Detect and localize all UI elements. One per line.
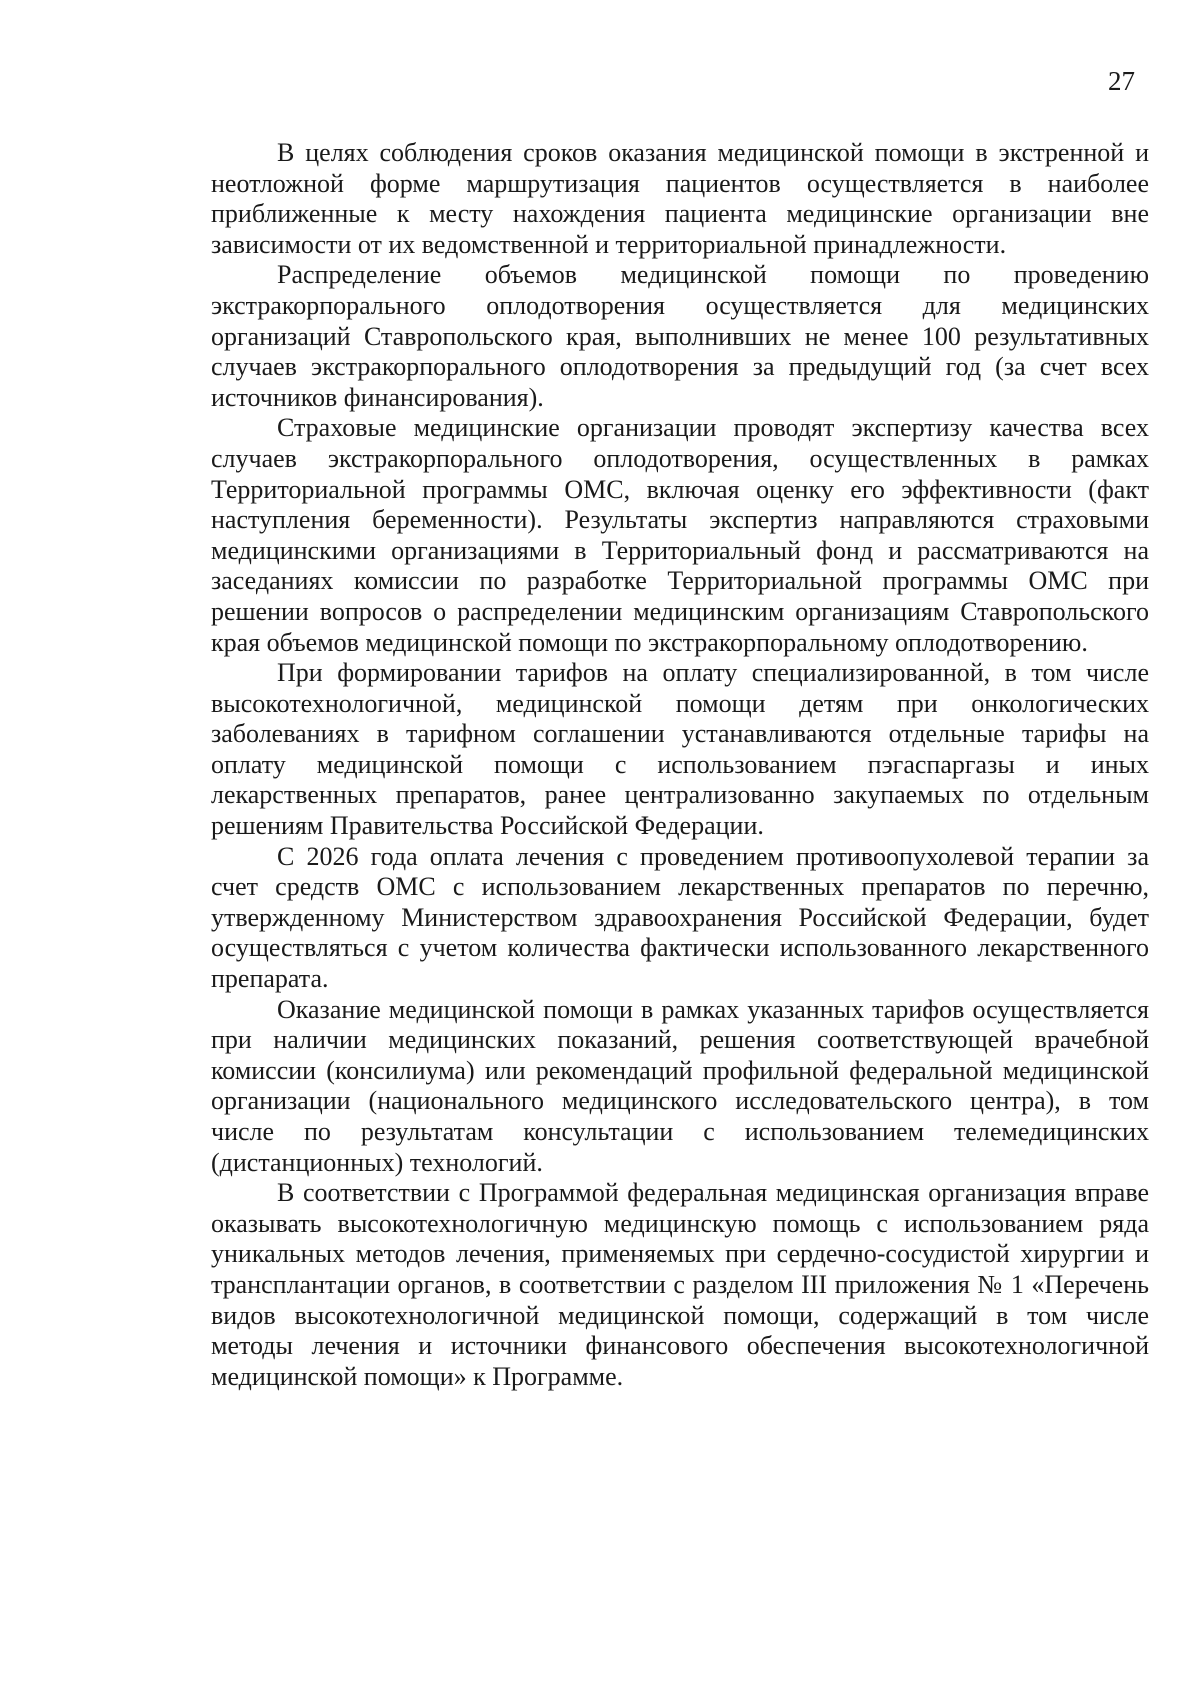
paragraph-tariffs-children-oncology: При формировании тарифов на оплату специализированной, в том числе высокотехнологичной, медицинской помощи детям при онкологических заболеваниях в тарифном соглашении устанавливаются отдельные тарифы на оплату медицинской помощи с использованием пэгаспаргазы и иных лекарственных препаратов, ранее централизованно закупаемых по отдельным решениям Правительства Российской Федерации.	[211, 658, 1149, 841]
paragraph-ivf-volumes: Распределение объемов медицинской помощи по проведению экстракорпорального оплодотворения осуществляется для медицинских организаций Ставропольского края, выполнивших не менее 100 результативных случаев экстракорпорального оплодотворения за предыдущий год (за счет всех источников финансирования).	[211, 260, 1149, 412]
paragraph-antitumor-therapy-2026: С 2026 года оплата лечения с проведением противоопухолевой терапии за счет средств ОМС с использованием лекарственных препаратов по перечню, утвержденному Министерством здравоохранения Российской Федерации, будет осуществляться с учетом количества фактически использованного лекарственного препарата.	[211, 841, 1149, 994]
document-body	[211, 138, 1149, 1392]
paragraph-federal-organization: В соответствии с Программой федеральная медицинская организация вправе оказывать высокотехнологичную медицинскую помощь с использованием ряда уникальных методов лечения, применяемых при сердечно-сосудистой хирургии и трансплантации органов, в соответствии с разделом III приложения № 1 «Перечень видов высокотехнологичной медицинской помощи, содержащий в том числе методы лечения и источники финансового обеспечения высокотехнологичной медицинской помощи» к Программе.	[211, 1178, 1149, 1391]
paragraph-routing: В целях соблюдения сроков оказания медицинской помощи в экстренной и неотложной форме маршрутизация пациентов осуществляется в наиболее приближенные к месту нахождения пациента медицинские организации вне зависимости от их ведомственной и территориальной принадлежности.	[211, 138, 1149, 259]
paragraph-ivf-expertise: Страховые медицинские организации проводят экспертизу качества всех случаев экстракорпорального оплодотворения, осуществленных в рамках Территориальной программы ОМС, включая оценку его эффективности (факт наступления беременности). Результаты экспертиз направляются страховыми медицинскими организациями в Территориальный фонд и рассматриваются на заседаниях комиссии по разработке Территориальной программы ОМС при решении вопросов о распределении медицинским организациям Ставропольского края объемов медицинской помощи по экстракорпоральному оплодотворению.	[211, 413, 1149, 657]
page-number: 27	[1108, 66, 1135, 96]
paragraph-indications: Оказание медицинской помощи в рамках указанных тарифов осуществляется при наличии медицинских показаний, решения соответствующей врачебной комиссии (консилиума) или рекомендаций профильной федеральной медицинской организации (национального медицинского исследовательского центра), в том числе по результатам консультации с использованием телемедицинских (дистанционных) технологий.	[211, 994, 1149, 1177]
